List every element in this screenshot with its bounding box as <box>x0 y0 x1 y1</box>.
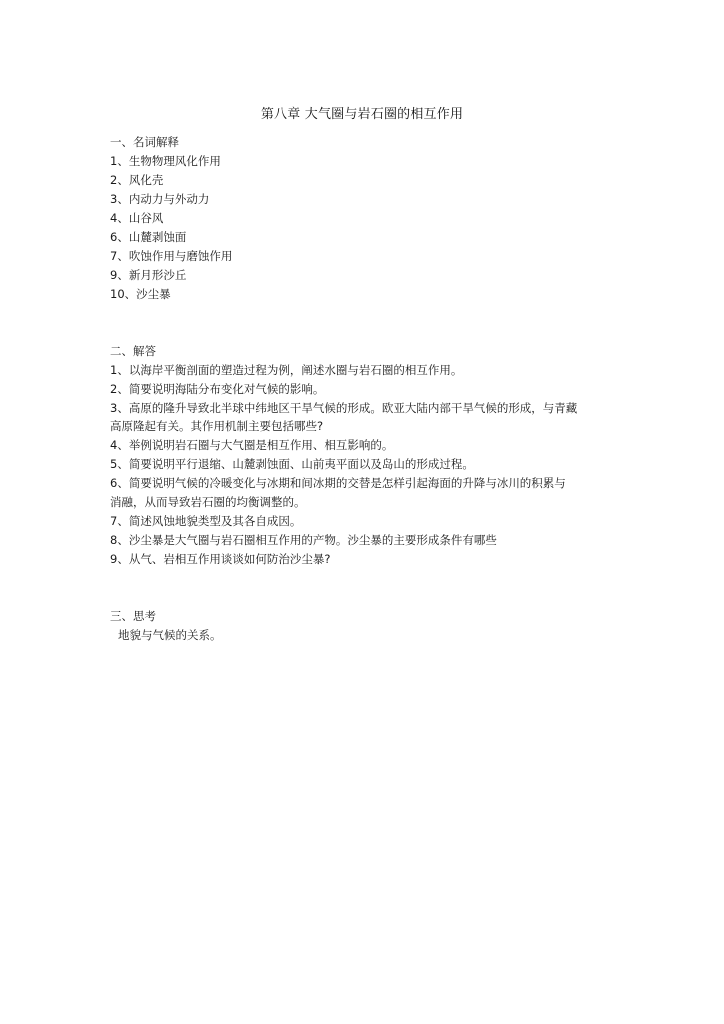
list-item: 4、举例说明岩石圈与大气圈是相互作用、相互影响的。 <box>110 438 394 452</box>
section-heading-answers: 二、解答 <box>110 344 156 358</box>
list-item: 2、简要说明海陆分布变化对气候的影响。 <box>110 382 325 396</box>
page-title: 第八章 大气圈与岩石圈的相互作用 <box>260 107 464 122</box>
list-item: 6、简要说明气候的冷暖变化与冰期和间冰期的交替是怎样引起海面的升降与冰川的积累与 <box>110 476 566 490</box>
list-item-continuation: 高原隆起有关。其作用机制主要包括哪些? <box>110 419 324 433</box>
list-item: 1、以海岸平衡剖面的塑造过程为例，阐述水圈与岩石圈的相互作用。 <box>110 363 463 377</box>
list-item: 1、生物物理风化作用 <box>110 154 221 168</box>
list-item: 10、沙尘暴 <box>110 287 171 301</box>
list-item: 9、新月形沙丘 <box>110 268 187 282</box>
section-heading-thinking: 三、思考 <box>110 609 156 623</box>
list-item: 2、风化壳 <box>110 173 164 187</box>
list-item-continuation: 消融，从而导致岩石圈的均衡调整的。 <box>110 495 306 509</box>
section-heading-terms: 一、名词解释 <box>110 135 179 149</box>
list-item: 7、简述风蚀地貌类型及其各自成因。 <box>110 514 302 528</box>
list-item: 9、从气、岩相互作用谈谈如何防治沙尘暴? <box>110 552 331 566</box>
list-item: 8、沙尘暴是大气圈与岩石圈相互作用的产物。沙尘暴的主要形成条件有哪些 <box>110 533 497 547</box>
list-item: 4、山谷风 <box>110 211 164 225</box>
list-item: 5、简要说明平行退缩、山麓剥蚀面、山前夷平面以及岛山的形成过程。 <box>110 457 474 471</box>
list-item: 3、内动力与外动力 <box>110 192 210 206</box>
list-item: 7、吹蚀作用与磨蚀作用 <box>110 249 233 263</box>
list-item: 地貌与气候的关系。 <box>118 628 222 642</box>
list-item: 3、高原的隆升导致北半球中纬地区干旱气候的形成。欧亚大陆内部干旱气候的形成，与青藏 <box>110 401 578 415</box>
list-item: 6、山麓剥蚀面 <box>110 230 187 244</box>
